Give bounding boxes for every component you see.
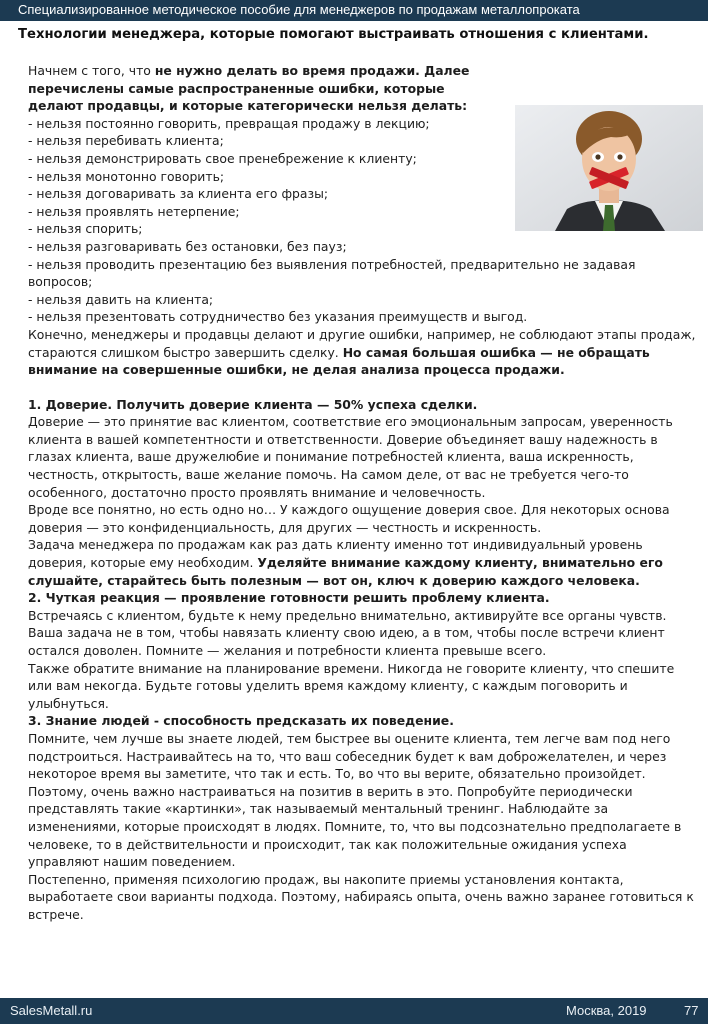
- people-paragraph-1: Помните, чем лучше вы знаете людей, тем быстрее вы оцените клиента, тем легче вам под него подстроиться. Настраивайтесь на то, что ваш собеседник будет к вам доброжелателен, и через некоторое время вы заметите, что так и есть. То, во что вы верите, обязательно произойдет. Поэтому, очень важно настраиваться на позитив в верить в это. Попробуйте периодически представлять такие «картинки», так называемый ментальный тренинг. Наблюдайте за изменениями, которые происходят в людях. Помните, то, что вы подсознательно предполагаете в человеке, то в действительности и происходит, так как положительные ожидания успеха управляют нашим поведением.: [28, 730, 682, 870]
- page-title: Технологии менеджера, которые помогают выстраивать отношения с клиентами.: [18, 27, 649, 42]
- page-number: 77: [684, 1003, 699, 1018]
- section-heading-trust: [28, 396, 700, 414]
- footer-bar: [0, 998, 708, 1024]
- conclusion-bold: Но самая большая ошибка — не обращать внимание на совершенные ошибки, не делая анализа процесса продажи.: [28, 344, 650, 378]
- list-item: - нельзя договаривать за клиента его фразы;: [28, 186, 329, 202]
- trust-bold: Уделяйте внимание каждому клиенту, внимательно его слушайте, старайтесь быть полезным — вот он, ключ к доверию каждого человека.: [28, 555, 663, 588]
- trust-text: Задача менеджера по продажам как раз дать клиенту именно тот индивидуальный уровень доверия, которые ему необходим.: [28, 537, 643, 571]
- list-item: - нельзя демонстрировать свое пренебрежение к клиенту;: [28, 150, 417, 166]
- section-spacer: [28, 379, 700, 396]
- conclusion-text: Конечно, менеджеры и продавцы делают и другие ошибки, например, не соблюдают этапы продаж, стараются слишком быстро завершить сделку.: [28, 326, 696, 360]
- list-item: - нельзя монотонно говорить;: [28, 168, 225, 184]
- people-paragraph-2: Постепенно, применяя психологию продаж, вы накопите приемы установления контакта, выработаете свои варианты подхода. Поэтому, набираясь опыта, очень важно заранее готовиться к встрече.: [28, 871, 694, 922]
- footer-site-link[interactable]: SalesMetall.ru: [10, 1003, 93, 1018]
- trust-paragraph-3: [28, 536, 700, 589]
- list-item: - нельзя презентовать сотрудничество без указания преимуществ и выгод.: [28, 309, 528, 325]
- list-item: - нельзя проявлять нетерпение;: [28, 203, 240, 219]
- section-heading-reaction: [28, 589, 700, 607]
- list-item: - нельзя проводить презентацию без выявления потребностей, предварительно не задавая вопросов;: [28, 256, 636, 290]
- header-bar: [0, 0, 708, 21]
- section-heading: 3. Знание людей - способность предсказать их поведение.: [28, 713, 454, 729]
- trust-paragraph-2: Вроде все понятно, но есть одно но… У каждого ощущение доверия свое. Для некоторых основа доверия — это конфиденциальность, для других — честность и искренность.: [28, 502, 670, 535]
- reaction-paragraph-2: Также обратите внимание на планирование времени. Никогда не говорите клиенту, что спешите или вам некогда. Будьте готовы уделить время каждому клиенту, с каждым поговорить и улыбнуться.: [28, 660, 675, 711]
- list-item: - нельзя спорить;: [28, 221, 143, 237]
- section-heading: 1. Доверие. Получить доверие клиента — 50% успеха сделки.: [28, 396, 478, 412]
- list-item: - нельзя постоянно говорить, превращая продажу в лекцию;: [28, 115, 430, 131]
- conclusion-paragraph: [28, 326, 700, 379]
- trust-paragraph-1: Доверие — это принятие вас клиентом, соответствие его эмоциональным запросам, уверенность клиента в вашей компетентности и ответственности. Доверие объединяет вашу надежность в глазах клиента, ваше дружелюбие и понимание потребностей клиента, ваша искренность, честность, открытость, ваше желание помочь. На самом деле, от вас не требуется чего-то особенного, достаточно просто проявлять внимание и человечность.: [28, 414, 673, 500]
- article-body: [28, 62, 700, 924]
- list-item: - нельзя разговаривать без остановки, без пауз;: [28, 238, 347, 254]
- intro-lead: Начнем с того, что: [28, 63, 155, 78]
- reaction-paragraph-1: Встречаясь с клиентом, будьте к нему предельно внимательно, активируйте все органы чувств. Ваша задача не в том, чтобы навязать клиенту свою идею, а в том, чтобы после встречи клиент остался доволен. Помните — желания и потребности клиента превыше всего.: [28, 607, 667, 658]
- list-item: - нельзя давить на клиента;: [28, 291, 214, 307]
- header-title: Специализированное методическое пособие для менеджеров по продажам металлопроката: [18, 2, 580, 17]
- intro-lead-bold: не нужно делать во время продажи. Далее перечислены самые распространенные ошибки, которые делают продавцы, и которые категорически нельзя делать:: [28, 63, 470, 114]
- footer-city-year: Москва, 2019: [566, 1003, 647, 1018]
- section-heading: 2. Чуткая реакция — проявление готовности решить проблему клиента.: [28, 590, 550, 606]
- taped-mouth-man-photo: [515, 105, 703, 231]
- list-item: - нельзя перебивать клиента;: [28, 133, 224, 149]
- section-heading-people: [28, 712, 700, 730]
